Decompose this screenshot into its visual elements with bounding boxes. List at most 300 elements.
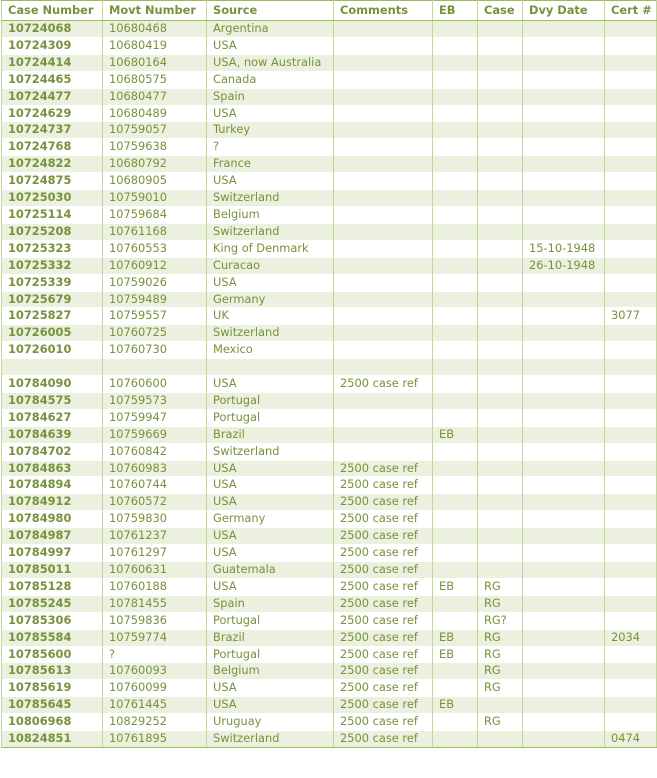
dvy-date-cell[interactable] <box>523 697 605 714</box>
cert-cell[interactable] <box>605 122 657 139</box>
source-cell[interactable]: Switzerland <box>207 731 334 748</box>
case-number-cell[interactable]: 10725339 <box>2 274 103 291</box>
case-cell[interactable] <box>478 37 523 54</box>
eb-cell[interactable] <box>433 342 478 359</box>
movt-number-cell[interactable]: 10680905 <box>103 173 207 190</box>
column-header-cert[interactable]: Cert # <box>605 1 657 21</box>
comments-cell[interactable] <box>334 173 433 190</box>
source-cell[interactable]: Switzerland <box>207 223 334 240</box>
case-number-cell[interactable]: 10724768 <box>2 139 103 156</box>
cert-cell[interactable] <box>605 595 657 612</box>
dvy-date-cell[interactable] <box>523 105 605 122</box>
source-cell[interactable]: USA <box>207 680 334 697</box>
source-cell[interactable]: USA <box>207 578 334 595</box>
cert-cell[interactable] <box>605 392 657 409</box>
source-cell[interactable]: USA <box>207 274 334 291</box>
case-number-cell[interactable]: 10784987 <box>2 528 103 545</box>
movt-number-cell[interactable]: 10759057 <box>103 122 207 139</box>
cert-cell[interactable] <box>605 646 657 663</box>
case-cell[interactable] <box>478 156 523 173</box>
source-cell[interactable]: Uruguay <box>207 714 334 731</box>
case-number-cell[interactable]: 10785619 <box>2 680 103 697</box>
source-cell[interactable]: USA <box>207 697 334 714</box>
case-number-cell[interactable]: 10784639 <box>2 426 103 443</box>
comments-cell[interactable]: 2500 case ref <box>334 731 433 748</box>
movt-number-cell[interactable]: 10760842 <box>103 443 207 460</box>
movt-number-cell[interactable]: 10760099 <box>103 680 207 697</box>
movt-number-cell[interactable]: 10759638 <box>103 139 207 156</box>
cert-cell[interactable] <box>605 443 657 460</box>
comments-cell[interactable]: 2500 case ref <box>334 612 433 629</box>
movt-number-cell[interactable]: 10760912 <box>103 257 207 274</box>
comments-cell[interactable] <box>334 359 433 376</box>
case-cell[interactable]: RG <box>478 595 523 612</box>
cert-cell[interactable] <box>605 612 657 629</box>
case-cell[interactable] <box>478 511 523 528</box>
comments-cell[interactable] <box>334 291 433 308</box>
source-cell[interactable]: Guatemala <box>207 561 334 578</box>
source-cell[interactable]: Mexico <box>207 342 334 359</box>
dvy-date-cell[interactable] <box>523 612 605 629</box>
comments-cell[interactable]: 2500 case ref <box>334 545 433 562</box>
comments-cell[interactable]: 2500 case ref <box>334 477 433 494</box>
cert-cell[interactable] <box>605 291 657 308</box>
case-cell[interactable] <box>478 105 523 122</box>
case-cell[interactable]: RG <box>478 629 523 646</box>
case-cell[interactable]: RG <box>478 646 523 663</box>
comments-cell[interactable] <box>334 409 433 426</box>
case-number-cell[interactable]: 10726005 <box>2 325 103 342</box>
dvy-date-cell[interactable] <box>523 663 605 680</box>
cert-cell[interactable] <box>605 528 657 545</box>
case-cell[interactable]: RG <box>478 578 523 595</box>
source-cell[interactable]: Portugal <box>207 392 334 409</box>
dvy-date-cell[interactable] <box>523 291 605 308</box>
eb-cell[interactable] <box>433 308 478 325</box>
cert-cell[interactable] <box>605 240 657 257</box>
source-cell[interactable]: USA <box>207 376 334 393</box>
case-number-cell[interactable]: 10784863 <box>2 460 103 477</box>
case-number-cell[interactable]: 10784575 <box>2 392 103 409</box>
source-cell[interactable]: USA <box>207 528 334 545</box>
comments-cell[interactable]: 2500 case ref <box>334 680 433 697</box>
case-number-cell[interactable]: 10785645 <box>2 697 103 714</box>
dvy-date-cell[interactable] <box>523 477 605 494</box>
cert-cell[interactable] <box>605 426 657 443</box>
source-cell[interactable]: USA <box>207 460 334 477</box>
comments-cell[interactable]: 2500 case ref <box>334 646 433 663</box>
source-cell[interactable]: USA <box>207 494 334 511</box>
column-header-movt-number[interactable]: Movt Number <box>103 1 207 21</box>
case-number-cell[interactable]: 10784090 <box>2 376 103 393</box>
case-cell[interactable] <box>478 139 523 156</box>
source-cell[interactable]: Germany <box>207 511 334 528</box>
cert-cell[interactable] <box>605 105 657 122</box>
comments-cell[interactable] <box>334 257 433 274</box>
movt-number-cell[interactable]: 10759684 <box>103 206 207 223</box>
eb-cell[interactable] <box>433 443 478 460</box>
case-cell[interactable] <box>478 426 523 443</box>
comments-cell[interactable] <box>334 88 433 105</box>
case-number-cell[interactable]: 10725323 <box>2 240 103 257</box>
movt-number-cell[interactable]: 10760631 <box>103 561 207 578</box>
case-number-cell[interactable]: 10785600 <box>2 646 103 663</box>
source-cell[interactable]: USA <box>207 105 334 122</box>
source-cell[interactable]: Curacao <box>207 257 334 274</box>
case-cell[interactable] <box>478 291 523 308</box>
source-cell[interactable]: UK <box>207 308 334 325</box>
comments-cell[interactable]: 2500 case ref <box>334 511 433 528</box>
dvy-date-cell[interactable] <box>523 359 605 376</box>
comments-cell[interactable] <box>334 54 433 71</box>
case-cell[interactable] <box>478 308 523 325</box>
movt-number-cell[interactable]: 10759669 <box>103 426 207 443</box>
movt-number-cell[interactable]: 10680419 <box>103 37 207 54</box>
cert-cell[interactable] <box>605 37 657 54</box>
comments-cell[interactable]: 2500 case ref <box>334 578 433 595</box>
case-number-cell[interactable]: 10784997 <box>2 545 103 562</box>
dvy-date-cell[interactable] <box>523 308 605 325</box>
movt-number-cell[interactable]: 10760600 <box>103 376 207 393</box>
movt-number-cell[interactable]: 10761297 <box>103 545 207 562</box>
case-cell[interactable]: RG? <box>478 612 523 629</box>
case-number-cell[interactable]: 10724465 <box>2 71 103 88</box>
movt-number-cell[interactable]: 10680468 <box>103 21 207 38</box>
dvy-date-cell[interactable] <box>523 342 605 359</box>
cert-cell[interactable] <box>605 409 657 426</box>
case-cell[interactable] <box>478 545 523 562</box>
comments-cell[interactable] <box>334 223 433 240</box>
eb-cell[interactable]: EB <box>433 629 478 646</box>
case-number-cell[interactable]: 10726010 <box>2 342 103 359</box>
movt-number-cell[interactable]: 10760983 <box>103 460 207 477</box>
dvy-date-cell[interactable] <box>523 139 605 156</box>
case-cell[interactable] <box>478 443 523 460</box>
cert-cell[interactable] <box>605 325 657 342</box>
comments-cell[interactable]: 2500 case ref <box>334 697 433 714</box>
cert-cell[interactable] <box>605 139 657 156</box>
comments-cell[interactable] <box>334 240 433 257</box>
source-cell[interactable]: Spain <box>207 595 334 612</box>
cert-cell[interactable] <box>605 460 657 477</box>
source-cell[interactable]: USA <box>207 173 334 190</box>
cert-cell[interactable] <box>605 190 657 207</box>
comments-cell[interactable]: 2500 case ref <box>334 376 433 393</box>
case-cell[interactable] <box>478 223 523 240</box>
dvy-date-cell[interactable] <box>523 646 605 663</box>
case-number-cell[interactable]: 10784980 <box>2 511 103 528</box>
comments-cell[interactable] <box>334 71 433 88</box>
dvy-date-cell[interactable]: 26-10-1948 <box>523 257 605 274</box>
movt-number-cell[interactable]: 10761445 <box>103 697 207 714</box>
comments-cell[interactable] <box>334 156 433 173</box>
movt-number-cell[interactable]: 10760725 <box>103 325 207 342</box>
case-cell[interactable] <box>478 359 523 376</box>
source-cell[interactable]: Portugal <box>207 646 334 663</box>
dvy-date-cell[interactable] <box>523 37 605 54</box>
eb-cell[interactable] <box>433 122 478 139</box>
case-number-cell[interactable]: 10784894 <box>2 477 103 494</box>
dvy-date-cell[interactable] <box>523 376 605 393</box>
case-cell[interactable]: RG <box>478 680 523 697</box>
case-number-cell[interactable]: 10785613 <box>2 663 103 680</box>
dvy-date-cell[interactable] <box>523 629 605 646</box>
eb-cell[interactable] <box>433 561 478 578</box>
dvy-date-cell[interactable] <box>523 426 605 443</box>
comments-cell[interactable]: 2500 case ref <box>334 494 433 511</box>
column-header-case[interactable]: Case <box>478 1 523 21</box>
column-header-comments[interactable]: Comments <box>334 1 433 21</box>
source-cell[interactable]: Switzerland <box>207 190 334 207</box>
case-cell[interactable] <box>478 392 523 409</box>
case-cell[interactable] <box>478 460 523 477</box>
cert-cell[interactable]: 2034 <box>605 629 657 646</box>
dvy-date-cell[interactable] <box>523 223 605 240</box>
dvy-date-cell[interactable] <box>523 173 605 190</box>
eb-cell[interactable]: EB <box>433 426 478 443</box>
comments-cell[interactable] <box>334 122 433 139</box>
movt-number-cell[interactable]: 10759573 <box>103 392 207 409</box>
eb-cell[interactable] <box>433 409 478 426</box>
eb-cell[interactable] <box>433 156 478 173</box>
dvy-date-cell[interactable] <box>523 511 605 528</box>
case-cell[interactable] <box>478 342 523 359</box>
movt-number-cell[interactable]: 10680489 <box>103 105 207 122</box>
dvy-date-cell[interactable] <box>523 54 605 71</box>
dvy-date-cell[interactable] <box>523 460 605 477</box>
movt-number-cell[interactable] <box>103 359 207 376</box>
cert-cell[interactable]: 3077 <box>605 308 657 325</box>
eb-cell[interactable] <box>433 528 478 545</box>
dvy-date-cell[interactable] <box>523 545 605 562</box>
case-number-cell[interactable]: 10785011 <box>2 561 103 578</box>
comments-cell[interactable] <box>334 342 433 359</box>
dvy-date-cell[interactable] <box>523 528 605 545</box>
case-number-cell[interactable]: 10725030 <box>2 190 103 207</box>
case-number-cell[interactable]: 10725208 <box>2 223 103 240</box>
eb-cell[interactable] <box>433 494 478 511</box>
source-cell[interactable]: Germany <box>207 291 334 308</box>
dvy-date-cell[interactable] <box>523 274 605 291</box>
cert-cell[interactable] <box>605 257 657 274</box>
case-cell[interactable] <box>478 528 523 545</box>
source-cell[interactable]: Belgium <box>207 206 334 223</box>
case-cell[interactable] <box>478 71 523 88</box>
movt-number-cell[interactable]: 10760093 <box>103 663 207 680</box>
movt-number-cell[interactable]: 10759774 <box>103 629 207 646</box>
cert-cell[interactable] <box>605 545 657 562</box>
case-cell[interactable] <box>478 206 523 223</box>
source-cell[interactable]: Argentina <box>207 21 334 38</box>
movt-number-cell[interactable]: 10781455 <box>103 595 207 612</box>
movt-number-cell[interactable]: 10759489 <box>103 291 207 308</box>
eb-cell[interactable] <box>433 376 478 393</box>
eb-cell[interactable] <box>433 54 478 71</box>
source-cell[interactable]: USA <box>207 545 334 562</box>
movt-number-cell[interactable]: 10680792 <box>103 156 207 173</box>
eb-cell[interactable] <box>433 257 478 274</box>
source-cell[interactable]: ? <box>207 139 334 156</box>
case-number-cell[interactable]: 10785245 <box>2 595 103 612</box>
dvy-date-cell[interactable] <box>523 409 605 426</box>
movt-number-cell[interactable]: 10759836 <box>103 612 207 629</box>
case-cell[interactable] <box>478 477 523 494</box>
movt-number-cell[interactable]: 10761168 <box>103 223 207 240</box>
movt-number-cell[interactable]: 10760553 <box>103 240 207 257</box>
case-cell[interactable] <box>478 240 523 257</box>
eb-cell[interactable] <box>433 223 478 240</box>
case-number-cell[interactable]: 10785128 <box>2 578 103 595</box>
movt-number-cell[interactable]: 10760572 <box>103 494 207 511</box>
case-number-cell[interactable]: 10724477 <box>2 88 103 105</box>
cert-cell[interactable] <box>605 494 657 511</box>
case-cell[interactable] <box>478 697 523 714</box>
dvy-date-cell[interactable] <box>523 680 605 697</box>
comments-cell[interactable]: 2500 case ref <box>334 595 433 612</box>
cert-cell[interactable] <box>605 511 657 528</box>
source-cell[interactable]: Brazil <box>207 426 334 443</box>
case-number-cell[interactable]: 10724875 <box>2 173 103 190</box>
comments-cell[interactable] <box>334 426 433 443</box>
eb-cell[interactable] <box>433 21 478 38</box>
case-number-cell[interactable]: 10724068 <box>2 21 103 38</box>
movt-number-cell[interactable]: 10829252 <box>103 714 207 731</box>
source-cell[interactable]: King of Denmark <box>207 240 334 257</box>
dvy-date-cell[interactable] <box>523 595 605 612</box>
column-header-source[interactable]: Source <box>207 1 334 21</box>
cert-cell[interactable] <box>605 697 657 714</box>
dvy-date-cell[interactable] <box>523 206 605 223</box>
eb-cell[interactable] <box>433 190 478 207</box>
eb-cell[interactable]: EB <box>433 697 478 714</box>
case-number-cell[interactable]: 10725679 <box>2 291 103 308</box>
eb-cell[interactable] <box>433 731 478 748</box>
movt-number-cell[interactable]: 10680477 <box>103 88 207 105</box>
cert-cell[interactable] <box>605 71 657 88</box>
eb-cell[interactable] <box>433 274 478 291</box>
eb-cell[interactable]: EB <box>433 578 478 595</box>
source-cell[interactable]: Belgium <box>207 663 334 680</box>
comments-cell[interactable] <box>334 274 433 291</box>
eb-cell[interactable] <box>433 291 478 308</box>
comments-cell[interactable] <box>334 206 433 223</box>
cert-cell[interactable] <box>605 561 657 578</box>
cert-cell[interactable] <box>605 578 657 595</box>
case-number-cell[interactable]: 10724629 <box>2 105 103 122</box>
movt-number-cell[interactable]: 10760730 <box>103 342 207 359</box>
cert-cell[interactable] <box>605 206 657 223</box>
case-cell[interactable] <box>478 21 523 38</box>
comments-cell[interactable]: 2500 case ref <box>334 714 433 731</box>
eb-cell[interactable] <box>433 511 478 528</box>
comments-cell[interactable] <box>334 21 433 38</box>
eb-cell[interactable] <box>433 460 478 477</box>
source-cell[interactable]: Portugal <box>207 612 334 629</box>
eb-cell[interactable] <box>433 477 478 494</box>
dvy-date-cell[interactable] <box>523 731 605 748</box>
case-cell[interactable] <box>478 122 523 139</box>
eb-cell[interactable] <box>433 663 478 680</box>
comments-cell[interactable] <box>334 308 433 325</box>
case-number-cell[interactable]: 10824851 <box>2 731 103 748</box>
movt-number-cell[interactable]: ? <box>103 646 207 663</box>
comments-cell[interactable]: 2500 case ref <box>334 561 433 578</box>
eb-cell[interactable] <box>433 37 478 54</box>
eb-cell[interactable] <box>433 71 478 88</box>
dvy-date-cell[interactable] <box>523 561 605 578</box>
case-cell[interactable] <box>478 88 523 105</box>
case-number-cell[interactable]: 10725332 <box>2 257 103 274</box>
eb-cell[interactable] <box>433 595 478 612</box>
source-cell[interactable]: Turkey <box>207 122 334 139</box>
eb-cell[interactable] <box>433 612 478 629</box>
cert-cell[interactable] <box>605 477 657 494</box>
eb-cell[interactable] <box>433 680 478 697</box>
case-number-cell[interactable]: 10724309 <box>2 37 103 54</box>
cert-cell[interactable] <box>605 359 657 376</box>
case-cell[interactable] <box>478 54 523 71</box>
source-cell[interactable]: USA <box>207 477 334 494</box>
case-cell[interactable] <box>478 274 523 291</box>
eb-cell[interactable] <box>433 173 478 190</box>
dvy-date-cell[interactable] <box>523 21 605 38</box>
eb-cell[interactable] <box>433 545 478 562</box>
comments-cell[interactable] <box>334 37 433 54</box>
cert-cell[interactable] <box>605 376 657 393</box>
movt-number-cell[interactable]: 10761237 <box>103 528 207 545</box>
case-cell[interactable] <box>478 173 523 190</box>
source-cell[interactable]: Canada <box>207 71 334 88</box>
eb-cell[interactable] <box>433 139 478 156</box>
movt-number-cell[interactable]: 10759557 <box>103 308 207 325</box>
case-number-cell[interactable]: 10784702 <box>2 443 103 460</box>
case-cell[interactable] <box>478 561 523 578</box>
dvy-date-cell[interactable]: 15-10-1948 <box>523 240 605 257</box>
comments-cell[interactable]: 2500 case ref <box>334 460 433 477</box>
case-number-cell[interactable]: 10785584 <box>2 629 103 646</box>
cert-cell[interactable] <box>605 173 657 190</box>
column-header-eb[interactable]: EB <box>433 1 478 21</box>
comments-cell[interactable]: 2500 case ref <box>334 663 433 680</box>
cert-cell[interactable] <box>605 223 657 240</box>
case-cell[interactable] <box>478 325 523 342</box>
comments-cell[interactable]: 2500 case ref <box>334 528 433 545</box>
source-cell[interactable]: Brazil <box>207 629 334 646</box>
movt-number-cell[interactable]: 10761895 <box>103 731 207 748</box>
case-number-cell[interactable]: 10724822 <box>2 156 103 173</box>
movt-number-cell[interactable]: 10680164 <box>103 54 207 71</box>
column-header-case-number[interactable]: Case Number <box>2 1 103 21</box>
source-cell[interactable]: USA <box>207 37 334 54</box>
dvy-date-cell[interactable] <box>523 494 605 511</box>
cert-cell[interactable] <box>605 680 657 697</box>
case-cell[interactable] <box>478 494 523 511</box>
case-cell[interactable] <box>478 376 523 393</box>
cert-cell[interactable] <box>605 342 657 359</box>
case-number-cell[interactable]: 10784627 <box>2 409 103 426</box>
source-cell[interactable] <box>207 359 334 376</box>
eb-cell[interactable] <box>433 240 478 257</box>
cert-cell[interactable] <box>605 663 657 680</box>
column-header-dvy-date[interactable]: Dvy Date <box>523 1 605 21</box>
case-cell[interactable] <box>478 257 523 274</box>
dvy-date-cell[interactable] <box>523 443 605 460</box>
dvy-date-cell[interactable] <box>523 714 605 731</box>
movt-number-cell[interactable]: 10680575 <box>103 71 207 88</box>
cert-cell[interactable] <box>605 88 657 105</box>
case-cell[interactable]: RG <box>478 714 523 731</box>
cert-cell[interactable]: 0474 <box>605 731 657 748</box>
